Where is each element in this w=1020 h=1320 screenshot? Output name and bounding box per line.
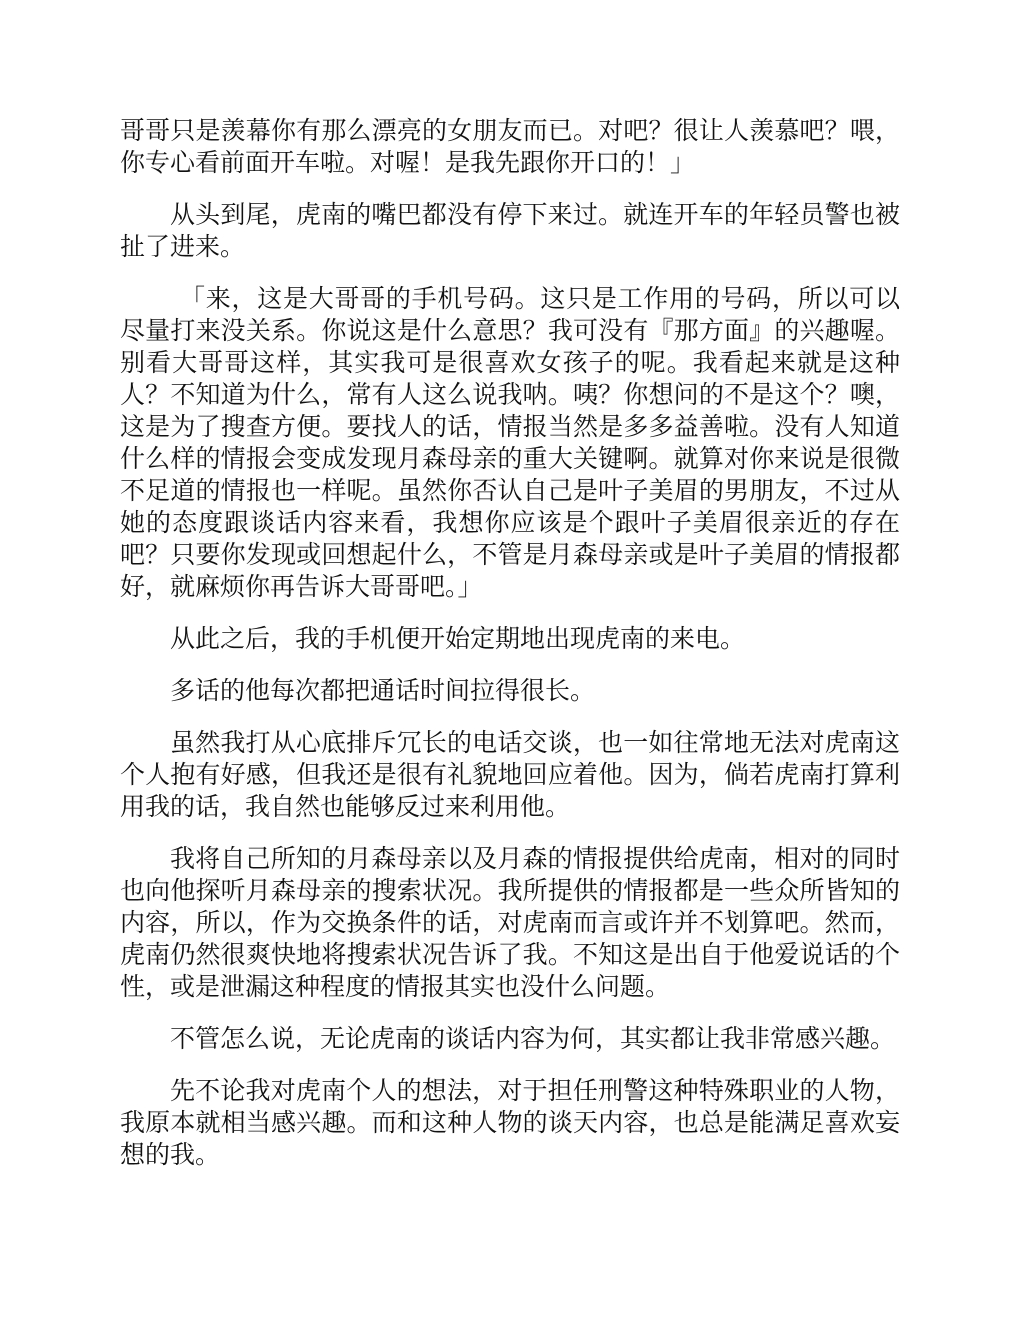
paragraph-1: 哥哥只是羡幕你有那么漂亮的女朋友而已。对吧？很让人羡慕吧？喂，你专心看前面开车啦。对喔！是我先跟你开口的！」 xyxy=(120,116,900,177)
paragraph-7: 我将自己所知的月森母亲以及月森的情报提供给虎南，相对的同时也向他探听月森母亲的搜索状况。我所提供的情报都是一些众所皆知的内容，所以，作为交换条件的话，对虎南而言或许并不划算吧。然而，虎南仍然很爽快地将搜索状况告诉了我。不知这是出自于他爱说话的个性，或是泄漏这种程度的情报其实也没什么问题。 xyxy=(120,844,900,1001)
document-page xyxy=(120,115,900,1191)
paragraph-9: 先不论我对虎南个人的想法，对于担任刑警这种特殊职业的人物，我原本就相当感兴趣。而和这种人物的谈天内容，也总是能满足喜欢妄想的我。 xyxy=(120,1076,900,1169)
paragraph-2: 从头到尾，虎南的嘴巴都没有停下来过。就连开车的年轻员警也被扯了进来。 xyxy=(120,200,900,261)
paragraph-4: 从此之后，我的手机便开始定期地出现虎南的来电。 xyxy=(170,624,746,653)
paragraph-5: 多话的他每次都把通话时间拉得很长。 xyxy=(170,676,596,705)
paragraph-6: 虽然我打从心底排斥冗长的电话交谈，也一如往常地无法对虎南这个人抱有好感，但我还是很有礼貌地回应着他。因为，倘若虎南打算利用我的话，我自然也能够反过来利用他。 xyxy=(120,728,900,821)
paragraph-8: 不管怎么说，无论虎南的谈话内容为何，其实都让我非常感兴趣。 xyxy=(170,1024,896,1053)
paragraph-3-quote: 「来，这是大哥哥的手机号码。这只是工作用的号码，所以可以尽量打来没关系。你说这是什么意思？我可没有『那方面』的兴趣喔。别看大哥哥这样，其实我可是很喜欢女孩子的呢。我看起来就是这种人？不知道为什么，常有人这么说我呐。咦？你想问的不是这个？噢，这是为了搜查方便。要找人的话，情报当然是多多益善啦。没有人知道什么样的情报会变成发现月森母亲的重大关键啊。就算对你来说是很微不足道的情报也一样呢。虽然你否认自己是叶子美眉的男朋友，不过从她的态度跟谈话内容来看，我想你应该是个跟叶子美眉很亲近的存在吧？只要你发现或回想起什么，不管是月森母亲或是叶子美眉的情报都好，就麻烦你再告诉大哥哥吧。」 xyxy=(120,284,900,601)
